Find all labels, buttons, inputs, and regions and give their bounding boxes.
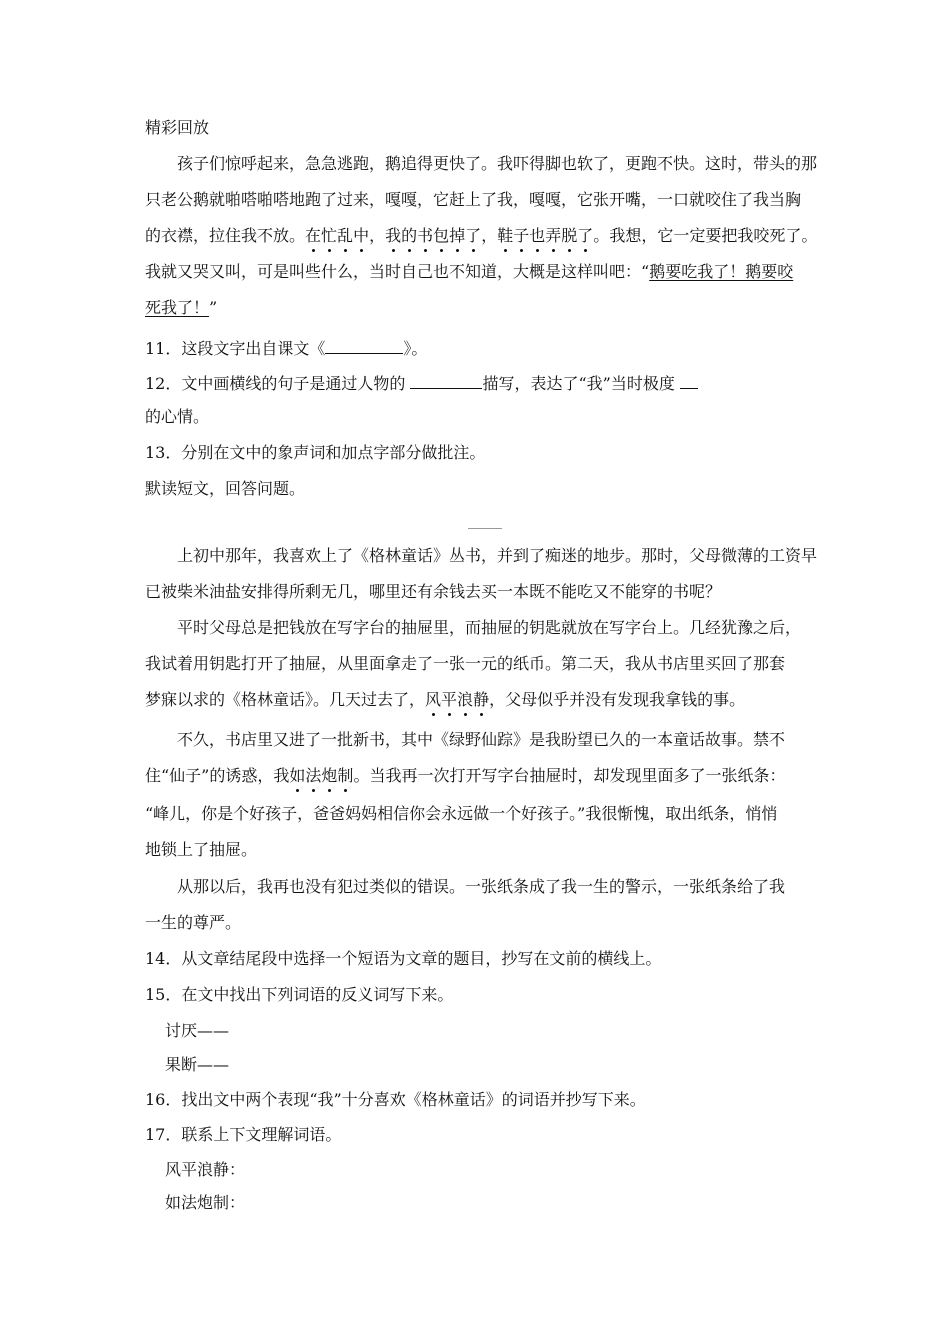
question-text: 描写，表达了“我”当时极度 bbox=[482, 374, 680, 393]
instruction: 默读短文，回答问题。 bbox=[145, 479, 306, 498]
question-text: 11．这段文字出自课文《 bbox=[145, 339, 326, 358]
passage-2-line: 地锁上了抽屉。 bbox=[145, 840, 258, 859]
text-span: 我就又哭又叫，可是叫些什么，当时自己也不知道，大概是这样叫吧：“ bbox=[145, 262, 650, 281]
dotted-char: 弄 bbox=[545, 226, 562, 245]
question-17: 17．联系上下文理解词语。 bbox=[145, 1125, 342, 1144]
dotted-text bbox=[425, 690, 489, 709]
question-15-word: 讨厌—— bbox=[165, 1021, 230, 1040]
passage-2-line: 我试着用钥匙打开了抽屉，从里面拿走了一张一元的纸币。第二天，我从书店里买回了那套 bbox=[145, 654, 786, 673]
question-17-word: 如法炮制： bbox=[165, 1193, 246, 1212]
passage-1-line bbox=[145, 226, 817, 246]
dotted-char: 书 bbox=[417, 226, 434, 245]
dotted-char: 掉 bbox=[449, 226, 466, 245]
text-span: 住“仙子”的诱惑，我 bbox=[145, 766, 290, 785]
dotted-text bbox=[289, 766, 353, 785]
text-span: 的衣襟，拉住我不放。 bbox=[145, 226, 306, 245]
underlined-text: 死我了！ bbox=[145, 298, 210, 317]
dotted-char: 法 bbox=[305, 766, 322, 785]
dotted-char: 风 bbox=[425, 690, 442, 709]
text-span: ，父母似乎并没有发现我拿钱的事。 bbox=[489, 690, 746, 709]
answer-blank[interactable] bbox=[325, 337, 403, 354]
passage-1-line bbox=[145, 298, 217, 318]
question-13: 13．分别在文中的象声词和加点字部分做批注。 bbox=[145, 443, 486, 462]
passage-1-line: 孩子们惊呼起来，急急逃跑，鹅追得更快了。我吓得脚也软了，更跑不快。这时，带头的那 bbox=[177, 154, 818, 173]
passage-2-line: 一生的尊严。 bbox=[145, 913, 242, 932]
passage-1-line: 只老公鹅就啪嗒啪嗒地跑了过来，嘎嘎，它赶上了我，嘎嘎，它张开嘴，一口就咬住了我当胸 bbox=[145, 190, 802, 209]
passage-2-line bbox=[145, 766, 785, 786]
dotted-char: 如 bbox=[289, 766, 306, 785]
answer-blank[interactable] bbox=[410, 372, 482, 389]
answer-blank[interactable] bbox=[680, 372, 698, 389]
text-span: 梦寐以求的《格林童话》。几天过去了， bbox=[145, 690, 426, 709]
question-17-word: 风平浪静： bbox=[165, 1160, 246, 1179]
dotted-char: 鞋 bbox=[497, 226, 514, 245]
dotted-char: 浪 bbox=[457, 690, 474, 709]
question-12 bbox=[145, 372, 698, 394]
text-span: 我想，它一定要把我咬死了。 bbox=[609, 226, 818, 245]
question-14: 14．从文章结尾段中选择一个短语为文章的题目，抄写在文前的横线上。 bbox=[145, 949, 662, 968]
dotted-char: 炮 bbox=[321, 766, 338, 785]
passage-2-line bbox=[145, 690, 745, 710]
dotted-char: 了 bbox=[465, 226, 482, 245]
question-text: 12．文中画横线的句子是通过人物的 bbox=[145, 374, 411, 393]
passage-2-line: 平时父母总是把钱放在写字台的抽屉里，而抽屉的钥匙就放在写字台上。几经犹豫之后， bbox=[177, 618, 802, 637]
passage-1-line bbox=[145, 262, 793, 282]
dotted-char: 在 bbox=[305, 226, 322, 245]
passage-2-line: 不久，书店里又进了一批新书，其中《绿野仙踪》是我盼望已久的一本童话故事。禁不 bbox=[177, 730, 786, 749]
question-11 bbox=[145, 337, 427, 359]
dotted-char: 制 bbox=[337, 766, 354, 785]
passage-2-line: 上初中那年，我喜欢上了《格林童话》丛书，并到了痴迷的地步。那时，父母微薄的工资早 bbox=[177, 546, 818, 565]
text-span: 。当我再一次打开写字台抽屉时，却发现里面多了一张纸条： bbox=[353, 766, 786, 785]
dotted-char: 包 bbox=[433, 226, 450, 245]
question-15-word: 果断—— bbox=[165, 1055, 230, 1074]
dotted-char: 我 bbox=[385, 226, 402, 245]
text-span: ” bbox=[209, 298, 218, 317]
question-12-cont: 的心情。 bbox=[145, 407, 210, 426]
dotted-char: 忙 bbox=[321, 226, 338, 245]
passage-2-line: “峰儿，你是个好孩子，爸爸妈妈相信你会永远做一个好孩子。”我很惭愧，取出纸条，悄悄 bbox=[145, 804, 778, 823]
dotted-char: 子 bbox=[513, 226, 530, 245]
dotted-char: 平 bbox=[441, 690, 458, 709]
dotted-char: 脱 bbox=[561, 226, 578, 245]
question-text: 》。 bbox=[403, 339, 428, 358]
dotted-char: 乱 bbox=[337, 226, 354, 245]
section-title: 精彩回放 bbox=[145, 118, 210, 137]
dotted-char: 也 bbox=[529, 226, 546, 245]
passage-2-line: 从那以后，我再也没有犯过类似的错误。一张纸条成了我一生的警示，一张纸条给了我 bbox=[177, 877, 786, 896]
dotted-text bbox=[305, 226, 609, 245]
question-16: 16．找出文中两个表现“我”十分喜欢《格林童话》的词语并抄写下来。 bbox=[145, 1090, 646, 1109]
dotted-char: 。 bbox=[593, 226, 610, 245]
dotted-char: 了 bbox=[577, 226, 594, 245]
dotted-char: 静 bbox=[473, 690, 490, 709]
passage-2-line: 已被柴米油盐安排得所剩无几，哪里还有余钱去买一本既不能吃又不能穿的书呢？ bbox=[145, 582, 722, 601]
underlined-text: 鹅要吃我了！鹅要咬 bbox=[649, 262, 794, 281]
dotted-char: 的 bbox=[401, 226, 418, 245]
dotted-char: ， bbox=[369, 226, 386, 245]
question-15: 15．在文中找出下列词语的反义词写下来。 bbox=[145, 985, 454, 1004]
title-blank-line bbox=[468, 528, 502, 529]
dotted-char: ， bbox=[481, 226, 498, 245]
dotted-char: 中 bbox=[353, 226, 370, 245]
